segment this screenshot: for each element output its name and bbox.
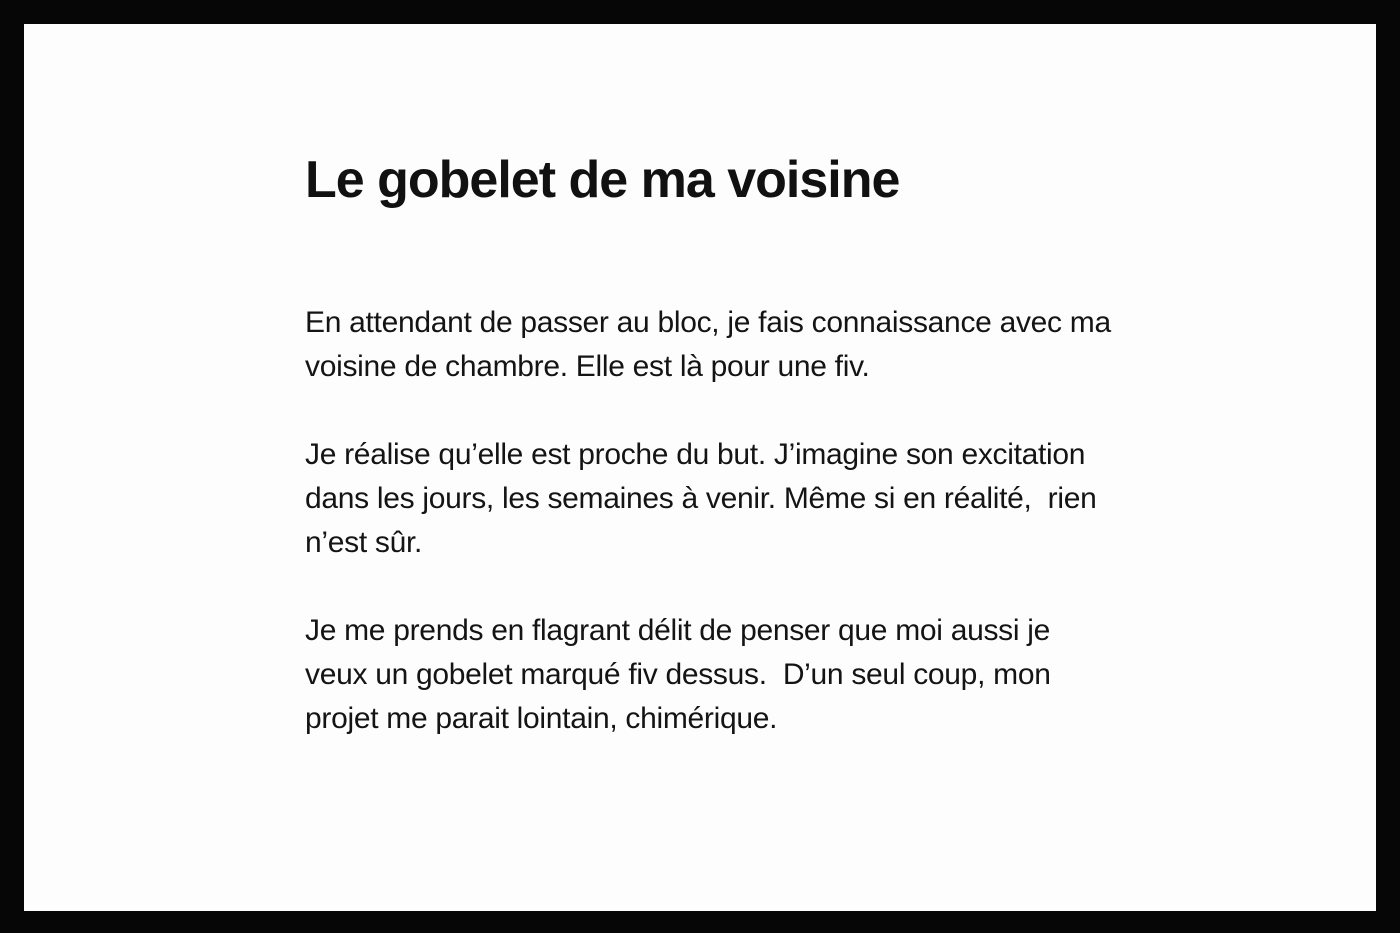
text-line: Je réalise qu’elle est proche du but. J’imagine son excitation — [305, 438, 1086, 472]
text-line: Je me prends en flagrant délit de penser que moi aussi je — [305, 614, 1051, 648]
text-block — [305, 152, 1316, 785]
text-line: voisine de chambre. Elle est là pour une fiv. — [305, 350, 870, 384]
page-title: Le gobelet de ma voisine — [305, 151, 900, 209]
text-line: n’est sûr. — [305, 526, 423, 560]
text-line: dans les jours, les semaines à venir. Même si en réalité, rien — [305, 482, 1097, 516]
paragraph — [305, 433, 1316, 565]
paragraph — [305, 301, 1316, 389]
paragraph — [305, 609, 1316, 741]
page — [24, 24, 1376, 911]
text-line: veux un gobelet marqué fiv dessus. D’un seul coup, mon — [305, 658, 1051, 692]
text-line: projet me parait lointain, chimérique. — [305, 702, 778, 736]
text-line: En attendant de passer au bloc, je fais connaissance avec ma — [305, 306, 1111, 340]
